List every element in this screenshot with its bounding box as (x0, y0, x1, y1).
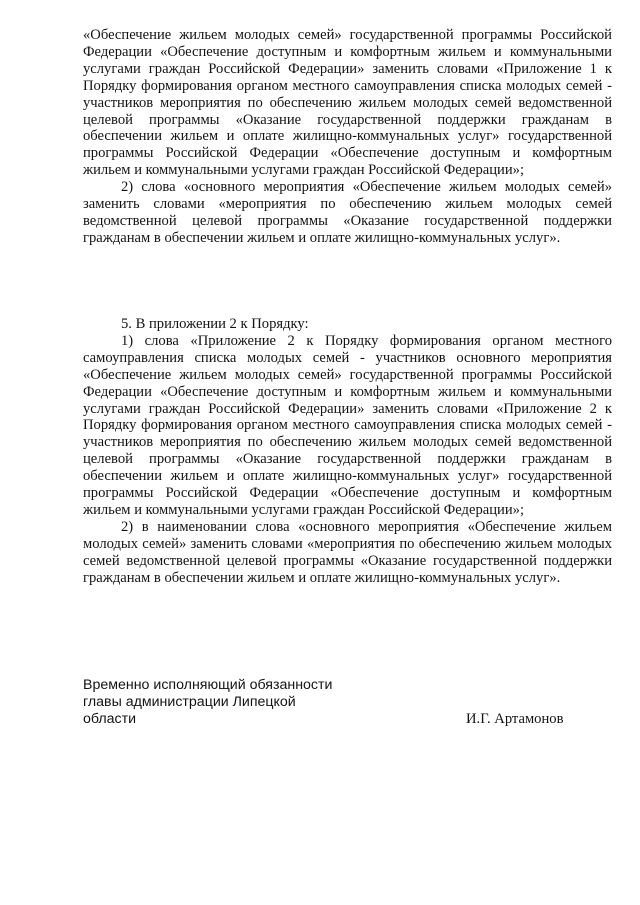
paragraph-item-5-1: 1) слова «Приложение 2 к Порядку формирования органом местного самоуправления списка молодых семей - участников основного мероприятия «Обеспечение жильем молодых семей» государственной программы Российской Федерации «Обеспечение доступным и комфортным жильем и коммунальными услугами граждан Российской Федерации» заменить словами «Приложение 2 к Порядку формирования органом местного самоуправления списка молодых семей - участников мероприятия по обеспечению жильем молодых семей ведомственной целевой программы «Оказание государственной поддержки гражданам в обеспечении жильем и оплате жилищно-коммунальных услуг» государственной программы Российской Федерации «Обеспечение доступным и комфортным жильем и коммунальными услугами граждан Российской Федерации»; (83, 332, 612, 518)
paragraph-item-4-2: 2) слова «основного мероприятия «Обеспечение жильем молодых семей» заменить словами «мероприятия по обеспечению жильем молодых семей ведомственной целевой программы «Оказание государственной поддержки гражданам в обеспечении жильем и оплате жилищно-коммунальных услуг». (83, 179, 612, 246)
paragraph-continuation: «Обеспечение жильем молодых семей» государственной программы Российской Федерации «Обеспечение доступным и комфортным жильем и коммунальными услугами граждан Российской Федерации» заменить словами «Приложение 1 к Порядку формирования органом местного самоуправления списка молодых семей - участников мероприятия по обеспечению жильем молодых семей ведомственной целевой программы «Оказание государственной поддержки гражданам в обеспечении жильем и оплате жилищно-коммунальных услуг» государственной программы Российской Федерации «Обеспечение доступным и комфортным жильем и коммунальными услугами граждан Российской Федерации»; (83, 27, 612, 179)
signer-position-line-3: области (83, 711, 137, 727)
document-body-part-2 (83, 316, 612, 587)
paragraph-item-5-2: 2) в наименовании слова «основного мероприятия «Обеспечение жильем молодых семей» заменить словами «мероприятия по обеспечению жильем молодых семей ведомственной целевой программы «Оказание государственной поддержки гражданам в обеспечении жильем и оплате жилищно-коммунальных услуг». (83, 518, 612, 586)
signer-position-line-1: Временно исполняющий обязанности (83, 677, 333, 693)
signer-position-line-2: главы администрации Липецкой (83, 694, 296, 710)
signer-name: И.Г. Артамонов (466, 711, 564, 727)
document-body-part-1 (83, 27, 612, 247)
section-5-heading: 5. В приложении 2 к Порядку: (121, 316, 309, 332)
